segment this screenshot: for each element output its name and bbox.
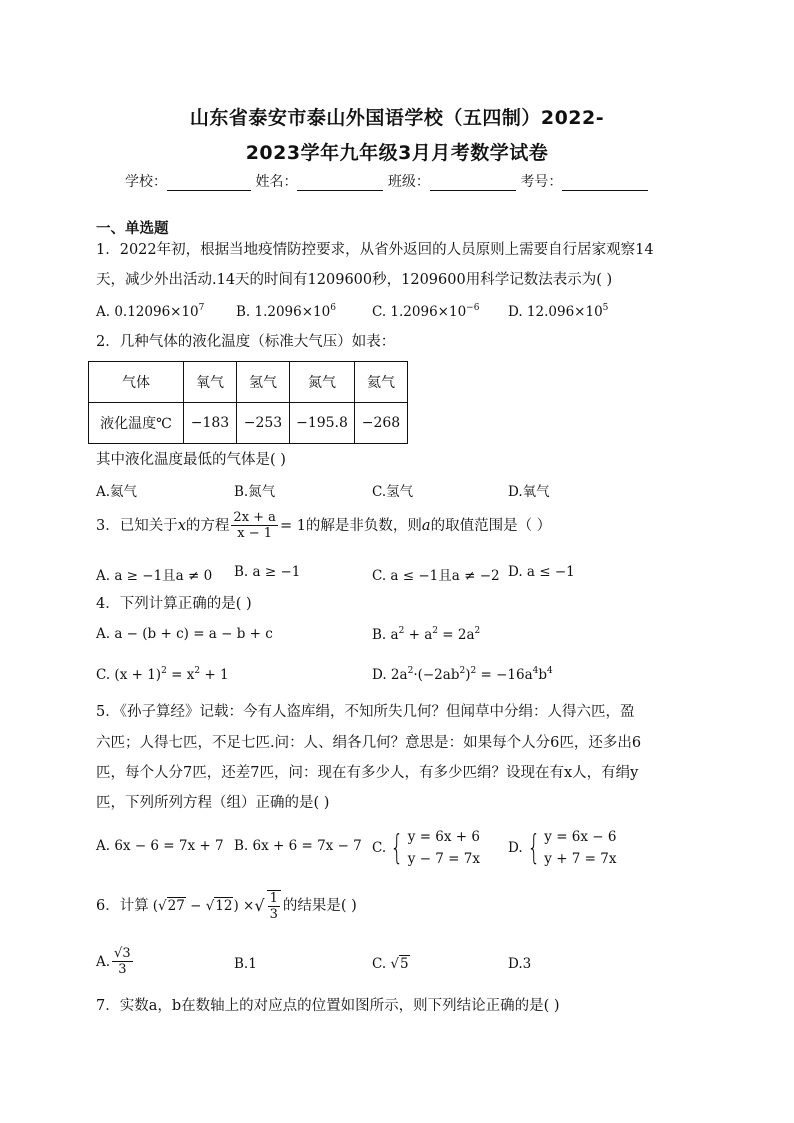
q3-option-b[interactable]: B. a ≥ −1 bbox=[234, 564, 301, 580]
q1-option-c[interactable]: C. $1.2096\times 10^{-6}$ bbox=[372, 303, 480, 320]
class-blank[interactable] bbox=[430, 176, 516, 191]
q4-option-c[interactable]: C. $(x + 1)^2 = x^2 + 1$ bbox=[96, 666, 229, 683]
q1-option-d[interactable]: D. $12.096\times 10^5$ bbox=[508, 303, 609, 320]
q5-option-c[interactable]: C. { y = 6x + 6 y − 7 = 7x bbox=[372, 828, 480, 868]
q5-option-b[interactable]: B. 6x + 6 = 7x − 7 bbox=[234, 838, 362, 854]
q2-option-c[interactable]: C.氢气 bbox=[372, 484, 414, 500]
q1-line2: 天，减少外出活动.14天的时间有1209600秒，1209600用科学记数法表示为( ) bbox=[96, 272, 613, 288]
q6-option-a[interactable]: A. $\frac{√3}{3}$ bbox=[96, 946, 131, 977]
table-cell: 氢气 bbox=[237, 362, 290, 403]
q1-option-a[interactable]: A. $0.12096\times 10^7$ bbox=[96, 303, 205, 320]
table-row bbox=[89, 403, 408, 444]
q5-line2: 六匹；人得七匹，不足七匹.问：人、绢各几何？意思是：如果每个人分6匹，还多出6 bbox=[96, 735, 642, 751]
q5-line1: 5．《孙子算经》记载：今有人盗库绢，不知所失几何？但闻草中分绢：人得六匹，盈 bbox=[96, 704, 635, 720]
q2-option-d[interactable]: D.氧气 bbox=[508, 484, 550, 500]
q3-option-d[interactable]: D. a ≤ −1 bbox=[508, 564, 575, 580]
name-blank[interactable] bbox=[297, 176, 383, 191]
q2-option-a[interactable]: A.氦气 bbox=[96, 484, 138, 500]
header-fields bbox=[125, 171, 648, 191]
q4-option-d[interactable]: D. $2a^2\cdot(-2ab^2)^2 = -16a^4b^4$ bbox=[372, 666, 553, 683]
q6-option-d[interactable]: D.3 bbox=[508, 956, 532, 972]
q4-option-a[interactable]: A. a − (b + c) = a − b + c bbox=[96, 626, 273, 642]
q6-option-b[interactable]: B.1 bbox=[234, 956, 257, 972]
gas-temperature-table bbox=[88, 361, 408, 444]
q2-question: 其中液化温度最低的气体是( ) bbox=[96, 452, 286, 468]
q4-option-b[interactable]: B. $a^2 + a^2 = 2a^2$ bbox=[372, 626, 481, 643]
q3-stem: 3．已知关于 x 的方程 $\frac{2x + a}{x - 1}$ = 1的解是非负数，则 a 的取值范围是（ ） bbox=[96, 510, 552, 541]
exam-title-line1: 山东省泰安市泰山外国语学校（五四制）2022- bbox=[189, 107, 605, 129]
q5-option-a[interactable]: A. 6x − 6 = 7x + 7 bbox=[96, 838, 224, 854]
q3-fraction: $\frac{2x + a}{x - 1}$ bbox=[233, 510, 276, 541]
table-cell: 液化温度℃ bbox=[89, 403, 184, 444]
number-blank[interactable] bbox=[562, 176, 648, 191]
q1-line1: 1．2022年初，根据当地疫情防控要求，从省外返回的人员原则上需要自行居家观察14 bbox=[96, 242, 654, 258]
q5-line4: 匹，下列所列方程（组）正确的是( ) bbox=[96, 795, 330, 811]
table-cell: −195.8 bbox=[290, 403, 355, 444]
table-cell: −253 bbox=[237, 403, 290, 444]
q4-stem: 4．下列计算正确的是( ) bbox=[96, 596, 252, 612]
q5-option-d[interactable]: D. { y = 6x − 6 y + 7 = 7x bbox=[508, 828, 617, 868]
q5-line3: 匹，每个人分7匹，还差7匹，问：现在有多少人，有多少匹绢？设现在有x人，有绢y bbox=[96, 765, 639, 781]
table-cell: 氮气 bbox=[290, 362, 355, 403]
q2-stem: 2．几种气体的液化温度（标准大气压）如表： bbox=[96, 334, 396, 350]
q1-option-b[interactable]: B. $1.2096\times 10^6$ bbox=[236, 303, 336, 320]
table-cell: −183 bbox=[184, 403, 237, 444]
q7-stem: 7．实数a，b在数轴上的对应点的位置如图所示，则下列结论正确的是( ) bbox=[96, 998, 560, 1014]
number-label: 考号： bbox=[520, 174, 563, 190]
exam-title-line2: 2023学年九年级3月月考数学试卷 bbox=[245, 142, 549, 164]
table-cell: 氧气 bbox=[184, 362, 237, 403]
school-label: 学校： bbox=[125, 174, 167, 190]
table-row bbox=[89, 362, 408, 403]
school-blank[interactable] bbox=[167, 176, 251, 191]
q3-option-c[interactable]: C. a ≤ −1且a ≠ −2 bbox=[372, 568, 500, 584]
q2-option-b[interactable]: B.氮气 bbox=[234, 484, 276, 500]
q6-option-c[interactable]: C. √5 bbox=[372, 956, 409, 972]
class-label: 班级： bbox=[387, 174, 430, 190]
q3-option-a[interactable]: A. a ≥ −1且a ≠ 0 bbox=[96, 568, 213, 584]
q6-stem: 6．计算 (√27 − √12) × √ $\frac{1}{3}$ 的结果是( ) bbox=[96, 891, 357, 922]
name-label: 姓名： bbox=[255, 174, 298, 190]
table-cell: 气体 bbox=[89, 362, 184, 403]
table-cell: 氦气 bbox=[355, 362, 408, 403]
section-heading: 一、单选题 bbox=[96, 221, 169, 237]
table-cell: −268 bbox=[355, 403, 408, 444]
q6-fraction: $\frac{1}{3}$ bbox=[267, 890, 281, 922]
